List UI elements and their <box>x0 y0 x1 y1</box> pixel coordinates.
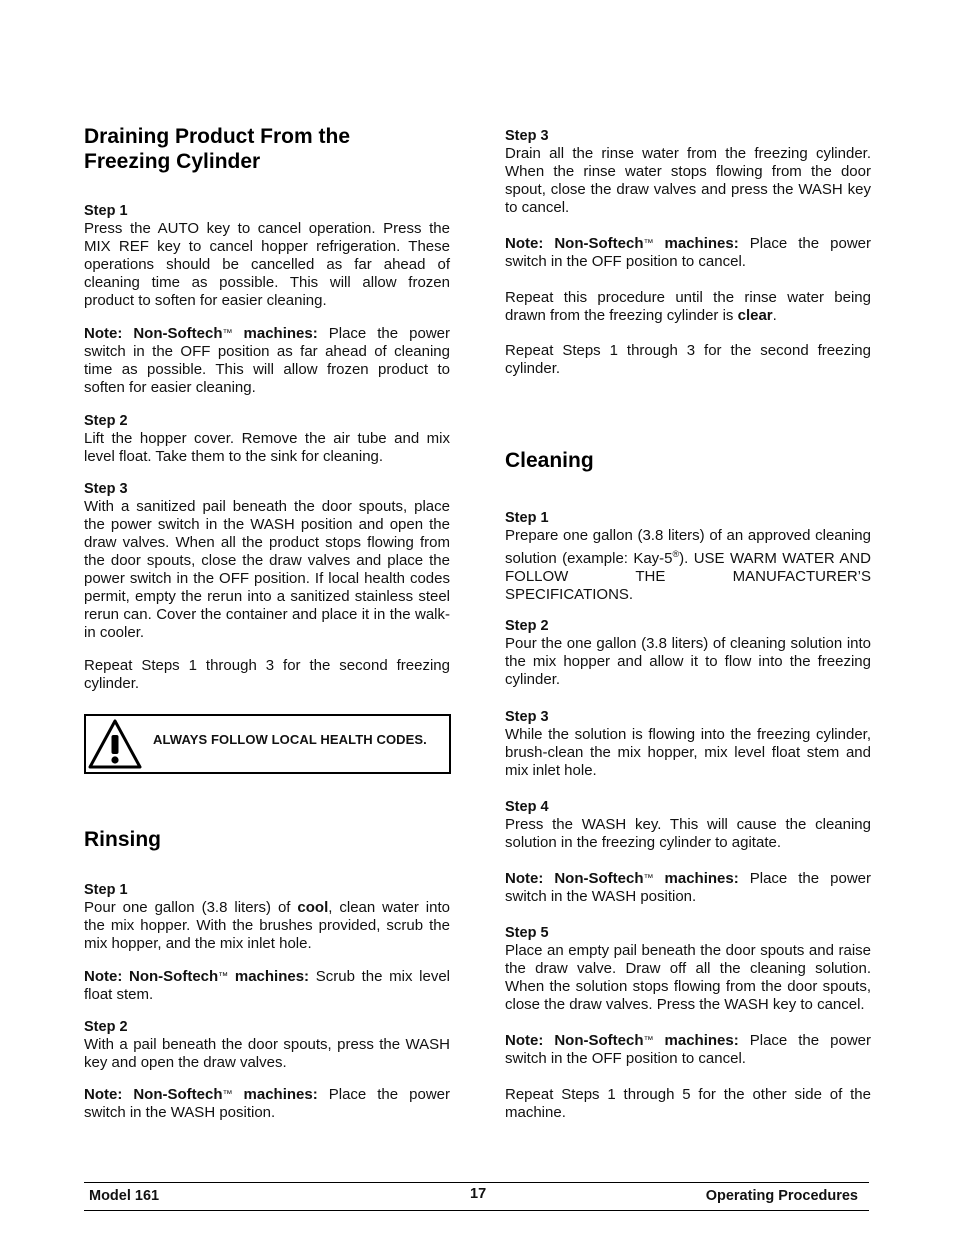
page-footer <box>84 1182 869 1211</box>
rinsing-step1 <box>84 881 450 953</box>
rinsing-repeat2 <box>505 342 871 378</box>
rinsing-title: Rinsing <box>84 828 161 851</box>
step-text-bold: cool <box>297 899 329 916</box>
step-label: Step 2 <box>84 413 128 429</box>
cleaning-step1 <box>505 509 871 604</box>
warning-text: ALWAYS FOLLOW LOCAL HEALTH CODES. <box>153 732 427 747</box>
step-text <box>505 527 871 604</box>
step-text: Drain all the rinse water from the freezing cylinder. When the rinse water stops flowing from the door spout, close the draw valves and press the WASH key to cancel. <box>505 145 871 216</box>
rinsing-note1 <box>84 968 450 1004</box>
note-label: Note: Non-Softech <box>84 968 219 985</box>
step-label: Step 3 <box>505 128 549 144</box>
trademark-symbol: ™ <box>218 971 229 982</box>
step-text-post: , clean water into the mix hopper. With the brushes provided, scrub the mix hopper, and the mix inlet hole. <box>84 899 450 952</box>
note-label-2: machines: <box>234 968 310 985</box>
cleaning-step3 <box>505 708 871 780</box>
step-text: Press the AUTO key to cancel operation. Press the MIX REF key to cancel hopper refrigeration. These operations should be cancelled as far ahead of cleaning time as possible. This will allow frozen product to soften for easier cleaning. <box>84 220 450 309</box>
note-label: Note: Non-Softech <box>505 870 644 887</box>
step-text: Press the WASH key. This will cause the cleaning solution in the freezing cylinder to agitate. <box>505 816 871 851</box>
warning-triangle-icon <box>88 718 142 770</box>
note-label-2: machines: <box>664 870 739 887</box>
rinsing-heading <box>84 827 450 852</box>
step-label: Step 1 <box>84 882 128 898</box>
draining-step2 <box>84 412 450 466</box>
step-text: Lift the hopper cover. Remove the air tube and mix level float. Take them to the sink for cleaning. <box>84 430 450 465</box>
step-text: Pour the one gallon (3.8 liters) of cleaning solution into the mix hopper and allow it to flow into the freezing cylinder. <box>505 635 871 688</box>
step-text <box>84 899 450 953</box>
note-text: Place the power switch in the WASH position. <box>505 870 871 905</box>
draining-title-line1: Draining Product From the <box>84 125 351 148</box>
draining-step1 <box>84 202 450 310</box>
step-text-post: ). USE WARM WATER AND FOLLOW THE MANUFACTURER’S SPECIFICATIONS. <box>505 550 871 603</box>
step-label: Step 1 <box>84 203 128 219</box>
repeat-text: Repeat Steps 1 through 3 for the second freezing cylinder. <box>505 342 871 377</box>
repeat-text-post: . <box>772 307 777 324</box>
note-paragraph <box>84 325 450 397</box>
trademark-symbol: ™ <box>643 1035 654 1046</box>
step-text: While the solution is flowing into the freezing cylinder, brush-clean the mix hopper, mix level float stem and mix inlet hole. <box>505 726 871 779</box>
cleaning-note2 <box>505 1032 871 1068</box>
page-number: 17 <box>470 1186 487 1202</box>
draining-repeat <box>84 657 450 693</box>
note-label-2: machines: <box>243 1086 318 1103</box>
repeat-text-bold: clear <box>737 307 773 324</box>
note-paragraph <box>505 870 871 906</box>
note-paragraph <box>505 235 871 271</box>
rinsing-step2 <box>84 1018 450 1072</box>
note-label-2: machines: <box>243 325 318 342</box>
cleaning-step4 <box>505 798 871 852</box>
rinsing-step3 <box>505 127 871 217</box>
note-label-2: machines: <box>664 235 739 252</box>
repeat-text: Repeat Steps 1 through 5 for the other side of the machine. <box>505 1086 871 1121</box>
note-label: Note: Non-Softech <box>505 1032 644 1049</box>
rinsing-note2 <box>84 1086 450 1122</box>
cleaning-repeat <box>505 1086 871 1122</box>
note-label: Note: Non-Softech <box>84 325 223 342</box>
draining-note1 <box>84 325 450 397</box>
draining-step3 <box>84 480 450 642</box>
cleaning-title: Cleaning <box>505 449 594 472</box>
trademark-symbol: ™ <box>222 328 233 339</box>
step-label: Step 1 <box>505 510 549 526</box>
step-label: Step 4 <box>505 799 549 815</box>
cleaning-step5 <box>505 924 871 1014</box>
note-text: Place the power switch in the WASH position. <box>84 1086 450 1121</box>
note-paragraph <box>84 968 450 1004</box>
trademark-symbol: ™ <box>643 873 654 884</box>
trademark-symbol: ™ <box>222 1089 233 1100</box>
trademark-symbol: ™ <box>643 238 654 249</box>
note-text: Place the power switch in the OFF position to cancel. <box>505 1032 871 1067</box>
rinsing-repeat1 <box>505 289 871 325</box>
footer-model: Model 161 <box>89 1188 160 1204</box>
footer-section: Operating Procedures <box>705 1188 858 1204</box>
step-text-pre: Pour one gallon (3.8 liters) of <box>84 899 298 916</box>
cleaning-note1 <box>505 870 871 906</box>
rinsing-note3 <box>505 235 871 271</box>
note-label-2: machines: <box>664 1032 739 1049</box>
note-text: Place the power switch in the OFF position to cancel. <box>505 235 871 270</box>
draining-heading <box>84 124 450 174</box>
cleaning-heading <box>505 448 871 473</box>
step-label: Step 2 <box>84 1019 128 1035</box>
step-label: Step 5 <box>505 925 549 941</box>
draining-title-line2: Freezing Cylinder <box>84 150 261 173</box>
note-text: Place the power switch in the OFF position as far ahead of cleaning time as possible. This will allow frozen product to soften for easier cleaning. <box>84 325 450 396</box>
step-label: Step 2 <box>505 618 549 634</box>
repeat-text <box>505 289 871 325</box>
step-text: With a sanitized pail beneath the door spouts, place the power switch in the WASH position and open the draw valves. When all the product stops flowing from the door spouts, close the draw valves and place the power switch in the OFF position. If local health codes permit, empty the rerun into a sanitized stainless steel rerun can. Cover the container and place it in the walk-in cooler. <box>84 498 450 641</box>
note-paragraph <box>84 1086 450 1122</box>
registered-symbol: ® <box>672 549 680 559</box>
step-label: Step 3 <box>505 709 549 725</box>
repeat-text: Repeat Steps 1 through 3 for the second freezing cylinder. <box>84 657 450 692</box>
note-text: Scrub the mix level float stem. <box>84 968 451 1003</box>
step-text: Place an empty pail beneath the door spouts and raise the draw valve. Draw off all the cleaning solution. When the solution stops flowing from the door spouts, close the draw valves. Press the WASH key to cancel. <box>505 942 871 1013</box>
note-label: Note: Non-Softech <box>84 1086 223 1103</box>
step-text-pre: Prepare one gallon (3.8 liters) of an approved cleaning solution (example: Kay-5 <box>505 527 871 567</box>
note-label: Note: Non-Softech <box>505 235 644 252</box>
repeat-text-pre: Repeat this procedure until the rinse water being drawn from the freezing cylinder is <box>505 289 871 324</box>
note-paragraph <box>505 1032 871 1068</box>
step-label: Step 3 <box>84 481 128 497</box>
cleaning-step2 <box>505 617 871 689</box>
step-text: With a pail beneath the door spouts, press the WASH key and open the draw valves. <box>84 1036 450 1071</box>
warning-box <box>84 714 451 774</box>
